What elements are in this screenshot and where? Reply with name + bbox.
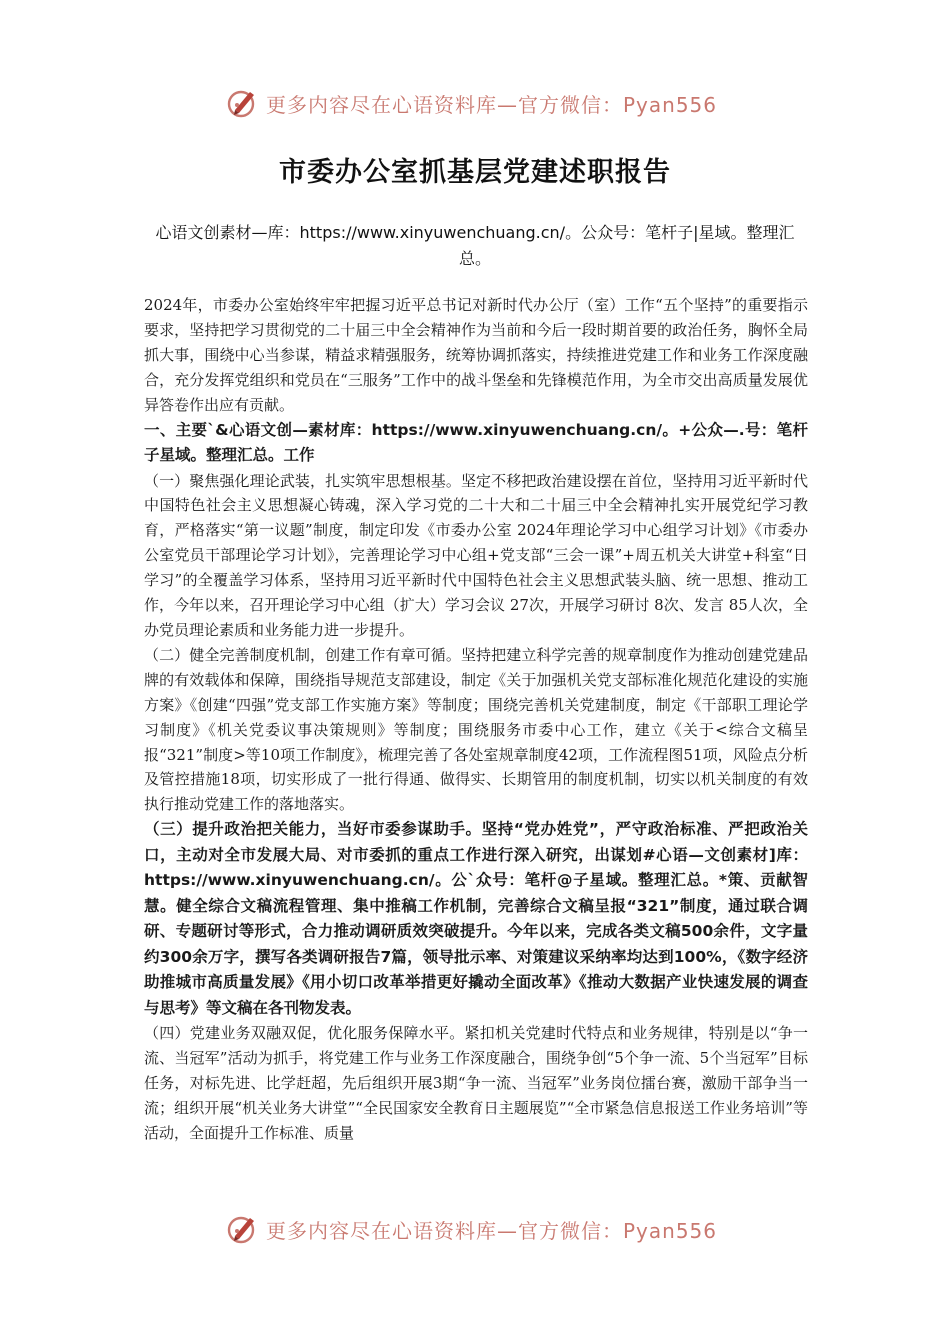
watermark-text: 更多内容尽在心语资料库—官方微信：Pyan556 bbox=[266, 92, 718, 117]
paragraph: （一）聚焦强化理论武装，扎实筑牢思想根基。坚定不移把政治建设摆在首位，坚持用习近平新时代中国特色社会主义思想凝心铸魂，深入学习党的二十大和二十届三中全会精神扎实开展党纪学习教育，严格落实“第一议题”制度，制定印发《市委办公室 2024年理论学习中心组学习计划》《市委办公室党员干部理论学习计划》，完善理论学习中心组+党支部“三会一课”+周五机关大讲堂+科室“日学习”的全覆盖学习体系，坚持用习近平新时代中国特色社会主义思想武装头脑、统一思想、推动工作，今年以来，召开理论学习中心组（扩大）学习会议 27次，开展学习研讨 8次、发言 85人次，全办党员理论素质和业务能力进一步提升。 bbox=[144, 471, 808, 639]
pen-logo-icon bbox=[226, 86, 260, 120]
pen-logo-icon bbox=[226, 1212, 260, 1246]
watermark-banner-top bbox=[226, 84, 726, 122]
document-title: 市委办公室抓基层党建述职报告 bbox=[279, 157, 671, 188]
source-note: 心语文创素材—库：https://www.xinyuwenchuang.cn/。公众号：笔杆子|星域。整理汇总。 bbox=[155, 223, 795, 268]
paragraph: （二）健全完善制度机制，创建工作有章可循。坚持把建立科学完善的规章制度作为推动创建党建品牌的有效载体和保障，围绕指导规范支部建设，制定《关于加强机关党支部标准化规范化建设的实施方案》《创建“四强”党支部工作实施方案》等制度；围绕完善机关党建制度，制定《干部职工理论学习制度》《机关党委议事决策规则》等制度；围绕服务市委中心工作，建立《关于<综合文稿呈报“321”制度>等10项工作制度》，梳理完善了各处室规章制度42项，工作流程图51项，风险点分析及管控措施18项，切实形成了一批行得通、做得实、长期管用的制度机制，切实以机关制度的有效执行推动党建工作的落地落实。 bbox=[144, 645, 808, 814]
paragraph: 一、主要`&心语文创—素材库：https://www.xinyuwenchuang.cn/。+公众—.号：笔杆子星域。整理汇总。工作 bbox=[144, 420, 808, 465]
watermark-text: 更多内容尽在心语资料库—官方微信：Pyan556 bbox=[266, 1218, 718, 1243]
paragraph: （四）党建业务双融双促，优化服务保障水平。紧扣机关党建时代特点和业务规律，特别是以“争一流、当冠军”活动为抓手，将党建工作与业务工作深度融合，围绕争创“5个争一流、5个当冠军”目标任务，对标先进、比学赶超，先后组织开展3期“争一流、当冠军”业务岗位擂台赛，激励干部争当一流；组织开展“机关业务大讲堂”“全民国家安全教育日主题展览”“全市紧急信息报送工作业务培训”等活动，全面提升工作标准、质量 bbox=[144, 1024, 808, 1142]
watermark-banner-bottom bbox=[226, 1210, 726, 1248]
document-body bbox=[144, 293, 808, 1146]
paragraph: （三）提升政治把关能力，当好市委参谋助手。坚持“党办姓党”，严守政治标准、严把政治关口，主动对全市发展大局、对市委抓的重点工作进行深入研究，出谋划#心语—文创素材]库：https://www.xinyuwenchuang.cn/。公`众号：笔杆@子星域。整理汇总。*策、贡献智慧。健全综合文稿流程管理、集中推稿工作机制，完善综合文稿呈报“321”制度，通过联合调研、专题研讨等形式，合力推动调研质效突破提升。今年以来，完成各类文稿500余件，文字量约300余万字，撰写各类调研报告7篇，领导批示率、对策建议采纳率均达到100%，《数字经济助推城市高质量发展》《用小切口改革举措更好撬动全面改革》《推动大数据产业快速发展的调查与思考》等文稿在各刊物发表。 bbox=[144, 820, 808, 1017]
paragraph: 2024年，市委办公室始终牢牢把握习近平总书记对新时代办公厅（室）工作“五个坚持”的重要指示要求，坚持把学习贯彻党的二十届三中全会精神作为当前和今后一段时期首要的政治任务，胸怀全局抓大事，围绕中心当参谋，精益求精强服务，统筹协调抓落实，持续推进党建工作和业务工作深度融合，充分发挥党组织和党员在“三服务”工作中的战斗堡垒和先锋模范作用，为全市交出高质量发展优异答卷作出应有贡献。 bbox=[144, 296, 808, 414]
